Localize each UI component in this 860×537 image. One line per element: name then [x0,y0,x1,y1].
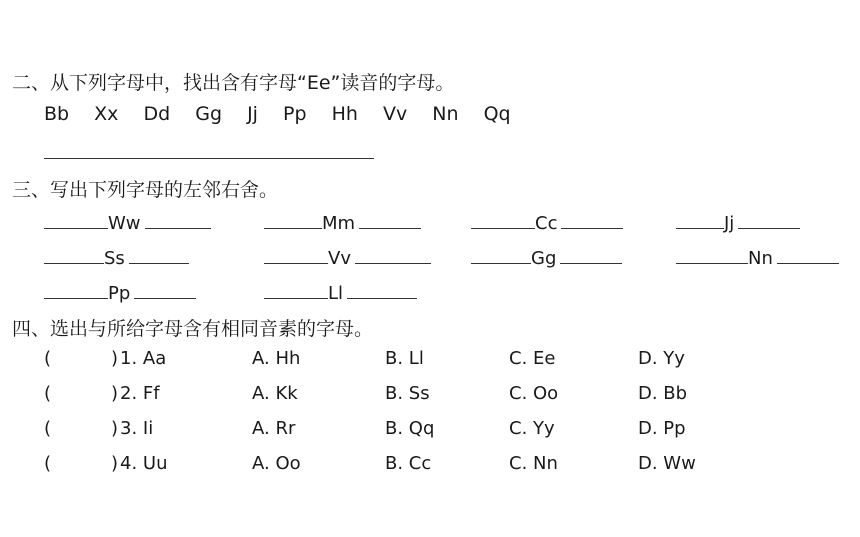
question-row [44,418,744,444]
option-b[interactable]: B. Ss [385,383,430,404]
option-a[interactable]: A. Hh [252,348,301,369]
option-d[interactable]: D. Bb [638,383,688,404]
letter-item: Jj [247,103,258,125]
answer-line[interactable] [44,157,374,159]
neighbor-letter: Pp [108,283,131,304]
question-row [44,348,744,374]
left-blank[interactable] [264,280,328,299]
option-b[interactable]: B. Qq [385,418,435,439]
answer-paren-close: ) [111,348,119,369]
neighbor-letter: Ww [108,213,141,234]
neighbor-item [44,280,196,304]
neighbor-item [676,245,839,269]
answer-paren-open[interactable]: ( [44,383,52,404]
question-row [44,453,744,479]
option-c[interactable]: C. Yy [509,418,555,439]
left-blank[interactable] [44,210,108,229]
right-blank[interactable] [561,210,623,229]
right-blank[interactable] [560,245,622,264]
neighbor-item [471,210,623,234]
neighbor-letter: Nn [748,248,773,269]
option-c[interactable]: C. Ee [509,348,556,369]
option-d[interactable]: D. Yy [638,348,685,369]
right-blank[interactable] [738,210,800,229]
neighbor-item [471,245,622,269]
neighbor-item [44,210,211,234]
answer-paren-open[interactable]: ( [44,348,52,369]
letter-item: Pp [283,103,307,125]
option-b[interactable]: B. Ll [385,348,424,369]
neighbor-item [264,245,431,269]
left-blank[interactable] [44,280,108,299]
option-c[interactable]: C. Nn [509,453,558,474]
neighbor-item [676,210,800,234]
right-blank[interactable] [355,245,431,264]
left-blank[interactable] [44,245,104,264]
right-blank[interactable] [129,245,189,264]
option-d[interactable]: D. Pp [638,418,686,439]
answer-paren-close: ) [111,453,119,474]
left-blank[interactable] [471,210,535,229]
neighbor-letter: Gg [531,248,557,269]
letter-item: Dd [143,103,171,125]
answer-paren-close: ) [111,418,119,439]
answer-paren-open[interactable]: ( [44,418,52,439]
option-a[interactable]: A. Rr [252,418,296,439]
neighbor-item [264,280,417,304]
section3-heading: 三、写出下列字母的左邻右舍。 [12,179,279,201]
right-blank[interactable] [145,210,211,229]
left-blank[interactable] [471,245,531,264]
letter-list [44,103,530,125]
question-stem: 3. Ii [120,418,154,439]
neighbor-letter: Ss [104,248,125,269]
question-stem: 1. Aa [120,348,167,369]
left-blank[interactable] [676,210,724,229]
option-d[interactable]: D. Ww [638,453,696,474]
neighbor-letter: Vv [328,248,351,269]
left-blank[interactable] [264,245,328,264]
right-blank[interactable] [359,210,421,229]
section2-heading: 二、从下列字母中，找出含有字母“Ee”读音的字母。 [12,72,455,94]
option-a[interactable]: A. Kk [252,383,298,404]
letter-item: Nn [432,103,459,125]
left-blank[interactable] [676,245,748,264]
neighbor-letter: Jj [724,213,735,234]
left-blank[interactable] [264,210,322,229]
neighbor-letter: Mm [322,213,356,234]
right-blank[interactable] [134,280,196,299]
letter-item: Qq [483,103,511,125]
letter-item: Xx [94,103,119,125]
neighbor-item [44,245,189,269]
letter-item: Vv [382,103,408,125]
question-stem: 4. Uu [120,453,168,474]
option-a[interactable]: A. Oo [252,453,301,474]
neighbor-item [264,210,421,234]
question-stem: 2. Ff [120,383,160,404]
neighbor-letter: Cc [535,213,558,234]
letter-item: Gg [195,103,223,125]
right-blank[interactable] [347,280,417,299]
right-blank[interactable] [777,245,839,264]
option-b[interactable]: B. Cc [385,453,432,474]
letter-item: Bb [44,103,70,125]
section4-heading: 四、选出与所给字母含有相同音素的字母。 [12,318,374,340]
option-c[interactable]: C. Oo [509,383,559,404]
answer-paren-open[interactable]: ( [44,453,52,474]
neighbor-letter: Ll [328,283,344,304]
question-row [44,383,744,409]
letter-item: Hh [331,103,358,125]
answer-paren-close: ) [111,383,119,404]
